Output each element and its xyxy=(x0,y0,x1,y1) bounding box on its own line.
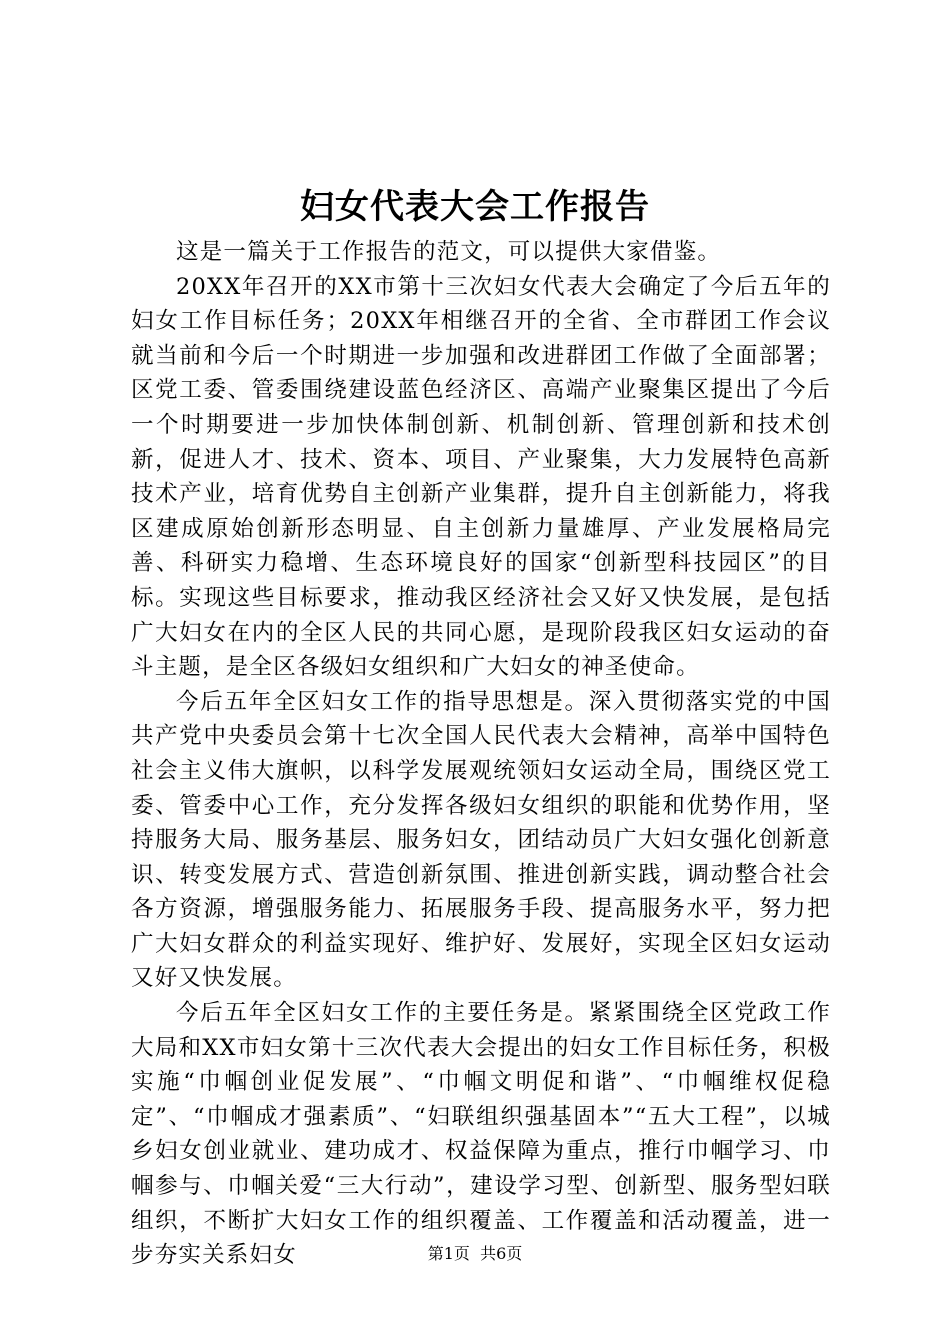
page-number-footer: 第1页 共6页 xyxy=(427,1244,523,1263)
paragraph-background: 20XX年召开的XX市第十三次妇女代表大会确定了今后五年的妇女工作目标任务；20XX年相继召开的全省、全市群团工作会议就当前和今后一个时期进一步加强和改进群团工作做了全面部署；区党工委、管委围绕建设蓝色经济区、高端产业聚集区提出了今后一个时期要进一步加快体制创新、机制创新、管理创新和技术创新，促进人才、技术、资本、项目、产业聚集，大力发展特色高新技术产业，培育优势自主创新产业集群，提升自主创新能力，将我区建成原始创新形态明显、自主创新力量雄厚、产业发展格局完善、科研实力稳增、生态环境良好的国家“创新型科技园区”的目标。实现这些目标要求，推动我区经济社会又好又快发展，是包括广大妇女在内的全区人民的共同心愿，是现阶段我区妇女运动的奋斗主题，是全区各级妇女组织和广大妇女的神圣使命。 xyxy=(131,273,831,681)
paragraph-intro: 这是一篇关于工作报告的范文，可以提供大家借鉴。 xyxy=(176,239,722,265)
document-body xyxy=(131,235,831,1273)
paragraph-main-tasks: 今后五年全区妇女工作的主要任务是。紧紧围绕全区党政工作大局和XX市妇女第十三次代表大会提出的妇女工作目标任务，积极实施“巾帼创业促发展”、“巾帼文明促和谐”、“巾帼维权促稳定”、“巾帼成才强素质”、“妇联组织强基固本”“五大工程”，以城乡妇女创业就业、建功成才、权益保障为重点，推行巾帼学习、巾帼参与、巾帼关爱“三大行动”，建设学习型、创新型、服务型妇联组织，不断扩大妇女工作的组织覆盖、工作覆盖和活动覆盖，进一步夯实关系妇女 xyxy=(131,1000,831,1269)
document-title: 妇女代表大会工作报告 xyxy=(300,187,650,227)
paragraph-guiding-ideology: 今后五年全区妇女工作的指导思想是。深入贯彻落实党的中国共产党中央委员会第十七次全国人民代表大会精神，高举中国特色社会主义伟大旗帜，以科学发展观统领妇女运动全局，围绕区党工委、管委中心工作，充分发挥各级妇女组织的职能和优势作用，坚持服务大局、服务基层、服务妇女，团结动员广大妇女强化创新意识、转变发展方式、营造创新氛围、推进创新实践，调动整合社会各方资源，增强服务能力、拓展服务手段、提高服务水平，努力把广大妇女群众的利益实现好、维护好、发展好，实现全区妇女运动又好又快发展。 xyxy=(131,688,831,992)
